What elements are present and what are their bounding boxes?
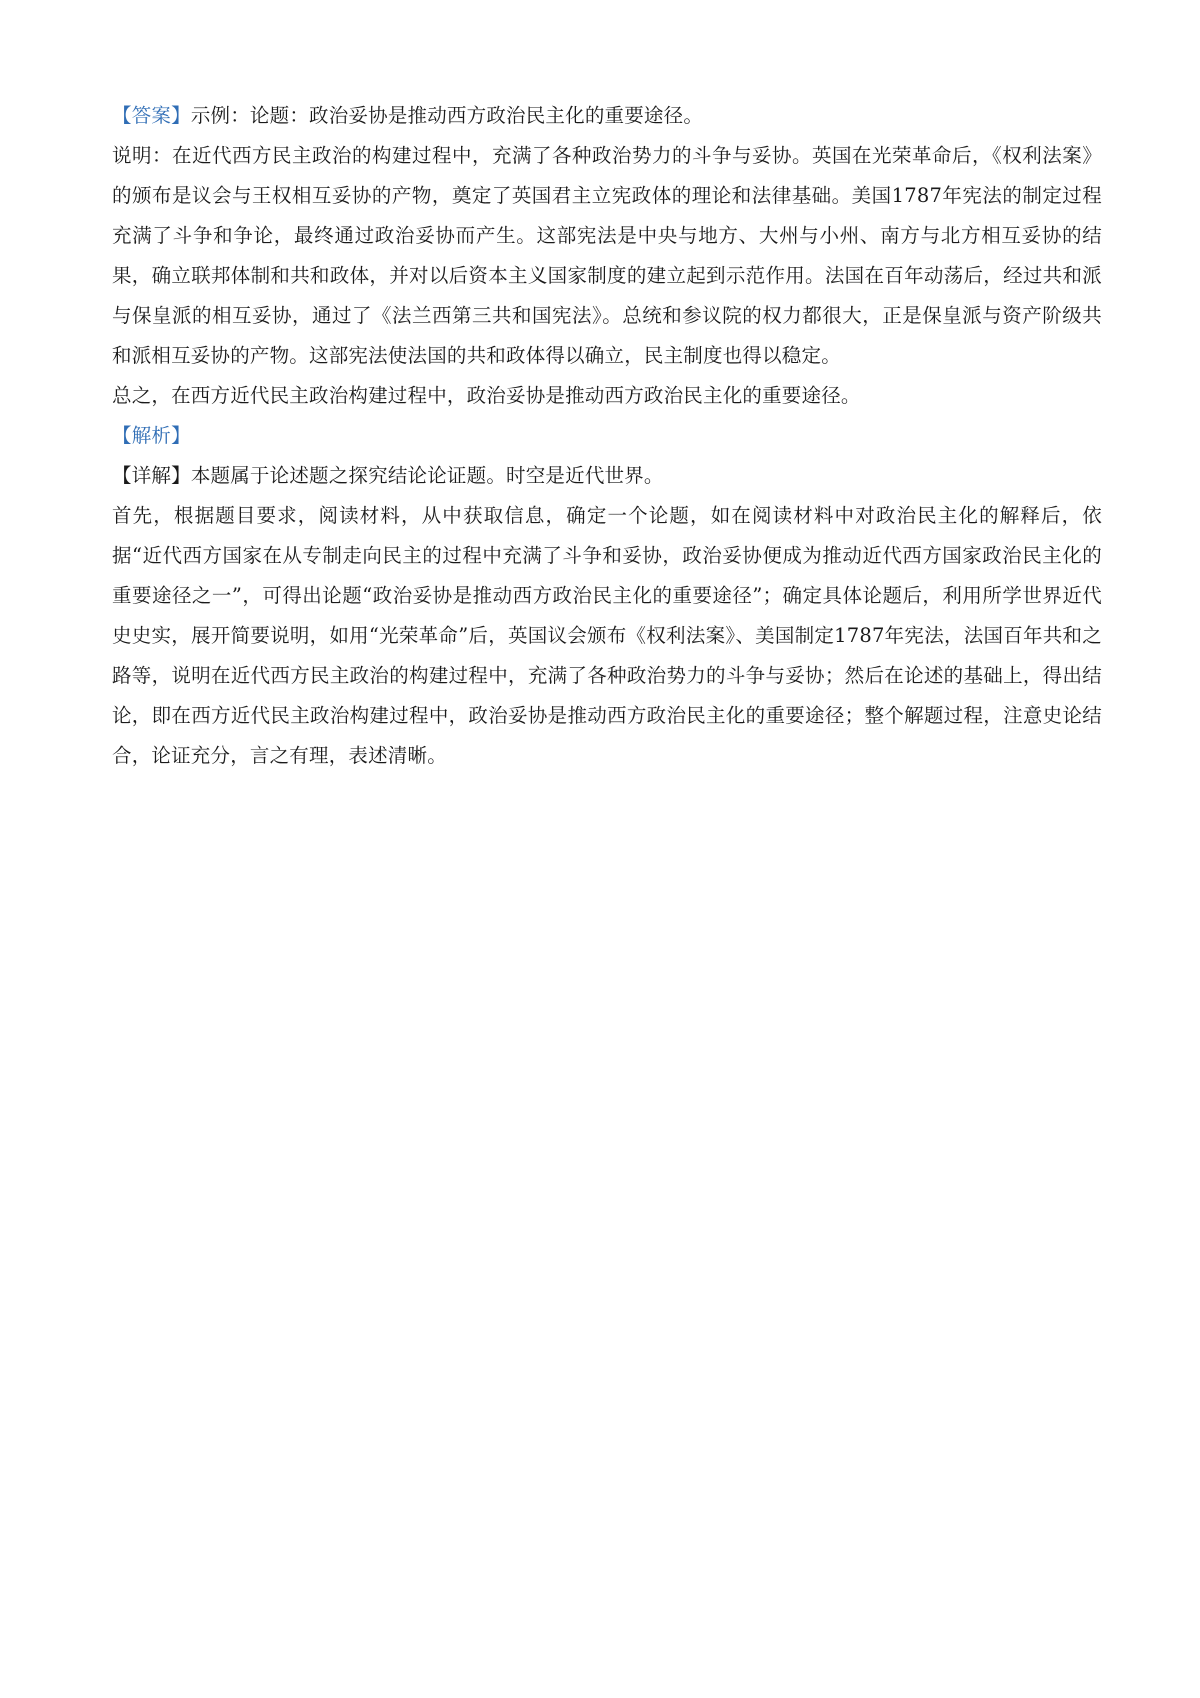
detail-text: 本题属于论述题之探究结论论证题。时空是近代世界。: [190, 464, 664, 487]
analysis-steps: 首先，根据题目要求，阅读材料，从中获取信息，确定一个论题，如在阅读材料中对政治民主化的解释后，依据“近代西方国家在从专制走向民主的过程中充满了斗争和妥协，政治妥协便成为推动近代西方国家政治民主化的重要途径之一”，可得出论题“政治妥协是推动西方政治民主化的重要途径”；确定具体论题后，利用所学世界近代史史实，展开简要说明，如用“光荣革命”后，英国议会颁布《权利法案》、美国制定1787年宪法，法国百年共和之路等，说明在近代西方民主政治的构建过程中，充满了各种政治势力的斗争与妥协；然后在论述的基础上，得出结论，即在西方近代民主政治构建过程中，政治妥协是推动西方政治民主化的重要途径；整个解题过程，注意史论结合，论证充分，言之有理，表述清晰。: [112, 504, 1102, 767]
document-page: [112, 96, 1102, 776]
detail-line: [112, 456, 1102, 496]
answer-explanation: 说明：在近代西方民主政治的构建过程中，充满了各种政治势力的斗争与妥协。英国在光荣革命后，《权利法案》的颁布是议会与王权相互妥协的产物，奠定了英国君主立宪政体的理论和法律基础。美国1787年宪法的制定过程充满了斗争和争论，最终通过政治妥协而产生。这部宪法是中央与地方、大州与小州、南方与北方相互妥协的结果，确立联邦体制和共和政体，并对以后资本主义国家制度的建立起到示范作用。法国在百年动荡后，经过共和派与保皇派的相互妥协，通过了《法兰西第三共和国宪法》。总统和参议院的权力都很大，正是保皇派与资产阶级共和派相互妥协的产物。这部宪法使法国的共和政体得以确立，民主制度也得以稳定。: [112, 144, 1102, 367]
answer-example: 示例：论题：政治妥协是推动西方政治民主化的重要途径。: [190, 104, 704, 127]
analysis-line: [112, 416, 1102, 456]
answer-tag: 【答案】: [112, 104, 191, 127]
answer-conclusion: 总之，在西方近代民主政治构建过程中，政治妥协是推动西方政治民主化的重要途径。: [112, 384, 861, 407]
analysis-tag: 【解析】: [112, 424, 191, 447]
answer-line: [112, 96, 1102, 136]
detail-tag: 【详解】: [112, 464, 191, 487]
